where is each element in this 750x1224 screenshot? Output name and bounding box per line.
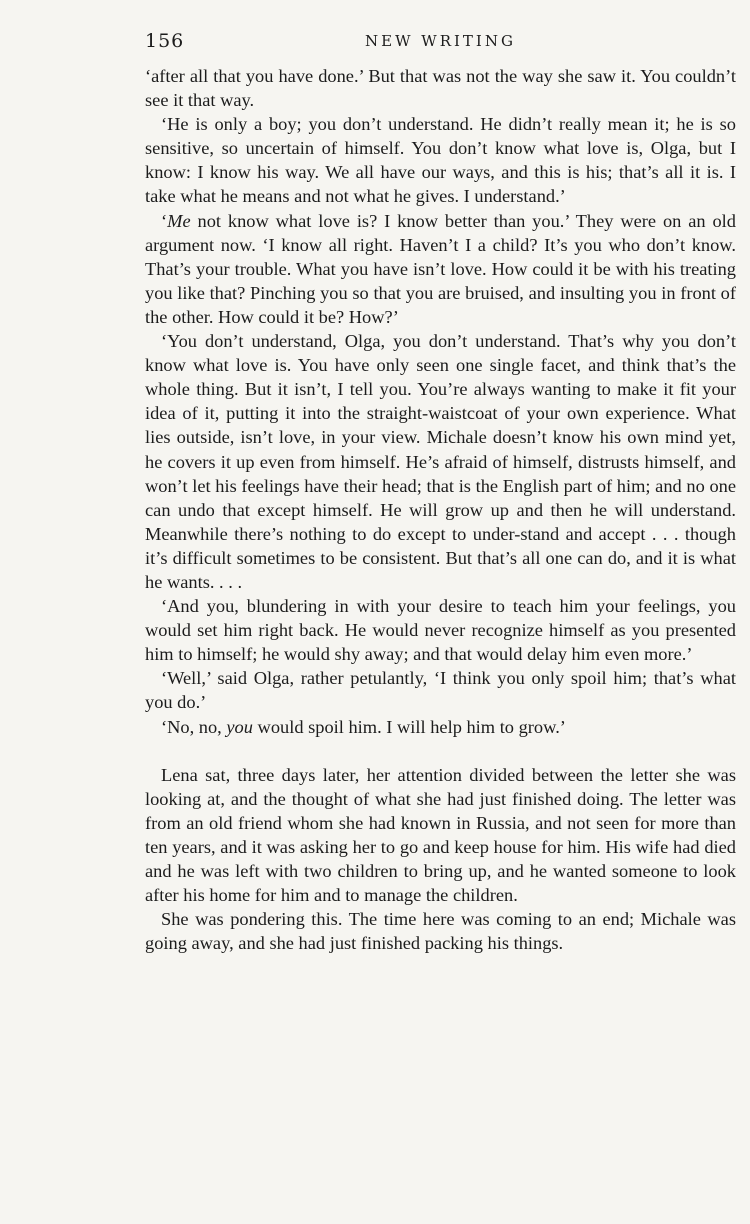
paragraph-4: ‘You don’t understand, Olga, you don’t understand. That’s why you don’t know what love is. You have only seen one single facet, and think that’s the whole thing. But it isn’t, I tell you. You’re always wanting to make it fit your idea of it, putting it into the straight-waistcoat of your own experience. What lies outside, isn’t love, in your view. Michale doesn’t know his own mind yet, he covers it up even from himself. He’s afraid of himself, distrusts himself, and won’t let his feelings have their head; that is the English part of him; and no one can undo that except himself. He will grow up and then he will understand. Meanwhile there’s nothing to do except to under-stand and accept . . . though it’s difficult sometimes to be consistent. But that’s all one can do, and it is what he wants. . . . bbox=[145, 331, 736, 592]
running-head bbox=[145, 30, 736, 56]
paragraph-7 bbox=[145, 715, 736, 739]
paragraph-5: ‘And you, blundering in with your desire to teach him your feelings, you would set him right back. He would never recognize himself as you presented him to himself; he would shy away; and that would delay him even more.’ bbox=[145, 596, 736, 665]
section-break bbox=[145, 739, 736, 763]
paragraph-7-text-after: would spoil him. I will help him to grow.’ bbox=[252, 716, 566, 737]
running-title: NEW WRITING bbox=[365, 32, 516, 50]
paragraph-8: Lena sat, three days later, her attention divided between the letter she was looking at, and the thought of what she had just finished doing. The letter was from an old friend whom she had known in Russia, and not seen for more than ten years, and it was asking her to go and keep house for him. His wife had died and he was left with two children to bring up, and he wanted someone to look after his home for him and to manage the children. bbox=[145, 764, 736, 906]
body-text bbox=[145, 64, 736, 955]
paragraph-7-emphasis: you bbox=[226, 716, 253, 737]
paragraph-1: ‘after all that you have done.’ But that was not the way she saw it. You couldn’t see it that way. bbox=[145, 66, 736, 111]
paragraph-9: She was pondering this. The time here was coming to an end; Michale was going away, and she had just finished packing his things. bbox=[145, 909, 736, 954]
paragraph-3-emphasis: Me bbox=[167, 210, 191, 231]
paragraph-7-text-before: ‘No, no, bbox=[161, 716, 227, 737]
paragraph-3-text: not know what love is? I know better than you.’ They were on an old argument now. ‘I know all right. Haven’t I a child? It’s you who don’t know. That’s your trouble. What you have isn’t love. How could it be with his treating you like that? Pinching you so that you are bruised, and insulting you in front of the other. How could it be? How?’ bbox=[145, 210, 736, 327]
paragraph-2: ‘He is only a boy; you don’t understand. He didn’t really mean it; he is so sensitive, so uncertain of himself. You don’t know what love is, Olga, but I know: I know his way. We all have our ways, and this is his; that’s all it is. I take what he means and not what he gives. I understand.’ bbox=[145, 114, 736, 207]
paragraph-6: ‘Well,’ said Olga, rather petulantly, ‘I think you only spoil him; that’s what you do.’ bbox=[145, 668, 736, 713]
paragraph-3-open-quote: ‘ bbox=[161, 210, 168, 231]
page-number: 156 bbox=[145, 30, 185, 52]
paragraph-3 bbox=[145, 209, 736, 329]
